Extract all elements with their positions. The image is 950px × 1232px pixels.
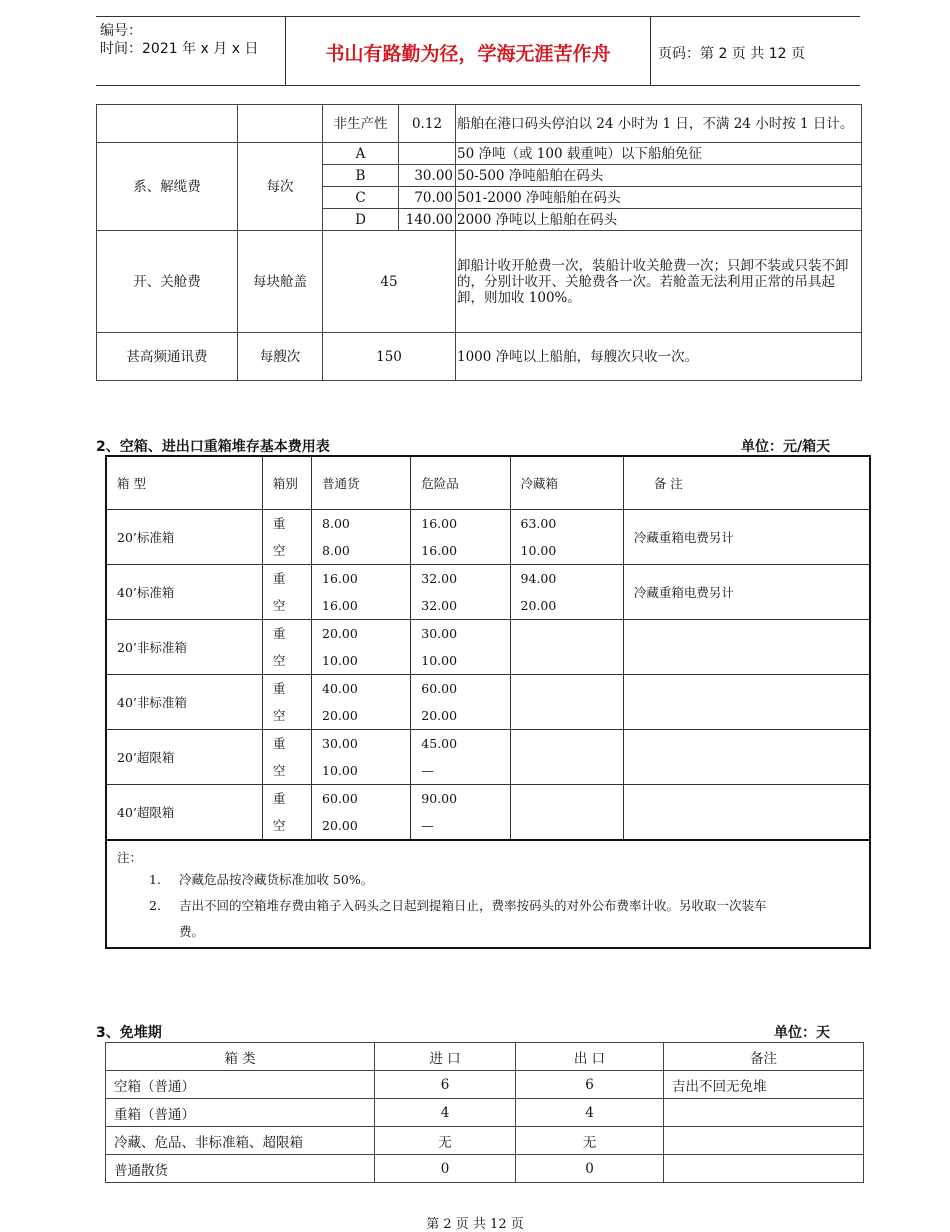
table-row	[106, 1099, 864, 1127]
value-top: 20.00	[322, 626, 358, 641]
note-text: 吉出不回的空箱堆存费由箱子入码头之日起到提箱日止，费率按码头的对外公布费率计收。另收取一次装车	[179, 898, 767, 913]
export-days-cell: 4	[516, 1099, 664, 1127]
fee-item-cell: 甚高频通讯费	[97, 333, 238, 381]
container-category-cell: 普通散货	[106, 1155, 375, 1183]
table-row	[106, 1127, 864, 1155]
dangerous-goods-cell	[411, 565, 510, 620]
table-row	[106, 565, 870, 620]
table-row	[97, 143, 862, 165]
header-page-info: 页码：第 2 页 共 12 页	[658, 46, 805, 62]
storage-fee-table	[105, 455, 871, 949]
port-fee-table	[96, 104, 862, 381]
export-days-cell: 6	[516, 1071, 664, 1099]
column-header: 箱 类	[106, 1043, 375, 1071]
dangerous-goods-cell	[411, 675, 510, 730]
table-header-row	[106, 1043, 864, 1071]
notes-label: 注：	[117, 850, 143, 865]
fee-item-cell: 系、解缆费	[97, 143, 238, 231]
fee-rate-cell: 140.00	[399, 209, 456, 231]
container-type-cell: 20’超限箱	[106, 730, 262, 785]
container-type-cell: 40’标准箱	[106, 565, 262, 620]
value-top: 94.00	[520, 571, 557, 586]
container-kind-cell	[262, 565, 311, 620]
value-top: 32.00	[421, 571, 458, 586]
fee-note-cell: 50 净吨（或 100 载重吨）以下船舶免征	[456, 143, 862, 165]
fee-rate-cell: 150	[323, 333, 456, 381]
note-line	[117, 867, 869, 893]
value-bottom: —	[421, 763, 434, 778]
header-motto: 书山有路勤为径，学海无涯苦作舟	[325, 43, 611, 65]
remark-cell	[623, 620, 870, 675]
value-top: 重	[272, 681, 286, 696]
reefer-cell	[510, 510, 623, 565]
value-bottom: 16.00	[322, 598, 358, 613]
general-cargo-cell	[312, 675, 411, 730]
fee-unit-cell: 每艘次	[238, 333, 323, 381]
section-unit: 单位：元/箱天	[741, 439, 831, 455]
note-number: 1.	[149, 872, 161, 887]
general-cargo-cell	[312, 730, 411, 785]
fee-unit-cell: 每块舱盖	[238, 231, 323, 333]
reefer-cell	[510, 785, 623, 841]
value-bottom: 空	[272, 543, 286, 558]
value-bottom: 8.00	[322, 543, 350, 558]
page-footer: 第 2 页 共 12 页	[426, 1217, 524, 1232]
value-top: 16.00	[421, 516, 458, 531]
value-bottom: 20.00	[421, 708, 458, 723]
remark-cell	[623, 785, 870, 841]
value-top: 16.00	[322, 571, 358, 586]
column-header: 普通货	[312, 456, 411, 510]
value-bottom: 10.00	[322, 653, 358, 668]
value-top: 30.00	[421, 626, 458, 641]
value-bottom: 10.00	[520, 543, 557, 558]
container-kind-cell	[262, 730, 311, 785]
reefer-cell	[510, 675, 623, 730]
dangerous-goods-cell	[411, 785, 510, 841]
value-top: 重	[272, 516, 286, 531]
fee-rate-cell: 45	[323, 231, 456, 333]
fee-rate-cell	[399, 143, 456, 165]
remark-cell: 吉出不回无免堆	[664, 1071, 864, 1099]
table-header-row	[106, 456, 870, 510]
value-top: 重	[272, 791, 286, 806]
value-top: 8.00	[322, 516, 350, 531]
table-row	[106, 675, 870, 730]
column-header: 备注	[664, 1043, 864, 1071]
column-header: 出 口	[516, 1043, 664, 1071]
section-title: 3、免堆期	[96, 1025, 162, 1041]
table-row	[97, 231, 862, 333]
value-bottom: 16.00	[421, 543, 458, 558]
fee-rate-cell: 70.00	[399, 187, 456, 209]
value-top: 63.00	[520, 516, 557, 531]
doc-code-label: 编号：	[100, 23, 142, 39]
general-cargo-cell	[312, 510, 411, 565]
container-kind-cell	[262, 675, 311, 730]
container-type-cell: 40’非标准箱	[106, 675, 262, 730]
notes-cell	[106, 840, 870, 948]
import-days-cell: 无	[375, 1127, 516, 1155]
value-top: 60.00	[421, 681, 458, 696]
table-row	[106, 620, 870, 675]
value-top: 90.00	[421, 791, 458, 806]
value-bottom: 空	[272, 763, 286, 778]
remark-cell	[623, 675, 870, 730]
table-row	[97, 105, 862, 143]
storage-fee-body	[106, 510, 870, 841]
value-bottom: 10.00	[421, 653, 458, 668]
value-bottom: 20.00	[322, 818, 358, 833]
fee-note-cell: 2000 净吨以上船舶在码头	[456, 209, 862, 231]
column-header: 备 注	[623, 456, 870, 510]
value-top: 40.00	[322, 681, 358, 696]
container-kind-cell	[262, 620, 311, 675]
free-storage-table	[105, 1042, 864, 1183]
value-bottom: —	[421, 818, 434, 833]
container-kind-cell	[262, 785, 311, 841]
value-top: 30.00	[322, 736, 358, 751]
fee-grade-cell: A	[323, 143, 399, 165]
note-number: 2.	[149, 898, 161, 913]
general-cargo-cell	[312, 565, 411, 620]
container-category-cell: 空箱（普通）	[106, 1071, 375, 1099]
section-title: 2、空箱、进出口重箱堆存基本费用表	[96, 439, 330, 455]
fee-rate-cell: 30.00	[399, 165, 456, 187]
table-cell	[238, 105, 323, 143]
value-top: 重	[272, 571, 286, 586]
value-bottom: 空	[272, 818, 286, 833]
value-bottom: 空	[272, 653, 286, 668]
table-row	[106, 785, 870, 841]
general-cargo-cell	[312, 620, 411, 675]
remark-cell: 冷藏重箱电费另计	[623, 565, 870, 620]
value-top: 重	[272, 626, 286, 641]
column-header: 冷藏箱	[510, 456, 623, 510]
import-days-cell: 0	[375, 1155, 516, 1183]
fee-note-cell: 1000 净吨以上船舶，每艘次只收一次。	[456, 333, 862, 381]
fee-note-cell: 船舶在港口码头停泊以 24 小时为 1 日，不满 24 小时按 1 日计。	[456, 105, 862, 143]
column-header: 箱 型	[106, 456, 262, 510]
fee-type-cell: 非生产性	[323, 105, 399, 143]
value-bottom: 10.00	[322, 763, 358, 778]
remark-cell	[623, 730, 870, 785]
dangerous-goods-cell	[411, 510, 510, 565]
fee-grade-cell: D	[323, 209, 399, 231]
fee-grade-cell: C	[323, 187, 399, 209]
fee-note-cell: 50-500 净吨船舶在码头	[456, 165, 862, 187]
table-row	[97, 333, 862, 381]
export-days-cell: 无	[516, 1127, 664, 1155]
fee-item-cell: 开、关舱费	[97, 231, 238, 333]
note-continuation: 费。	[179, 924, 205, 939]
fee-note-cell: 501-2000 净吨船舶在码头	[456, 187, 862, 209]
note-text: 冷藏危品按冷藏货标准加收 50%。	[179, 872, 374, 887]
reefer-cell	[510, 620, 623, 675]
header-meta	[100, 22, 258, 58]
value-top: 45.00	[421, 736, 458, 751]
dangerous-goods-cell	[411, 620, 510, 675]
table-row	[106, 1071, 864, 1099]
value-bottom: 20.00	[520, 598, 557, 613]
reefer-cell	[510, 565, 623, 620]
container-type-cell: 40’超限箱	[106, 785, 262, 841]
header-divider	[650, 17, 651, 85]
container-category-cell: 冷藏、危品、非标准箱、超限箱	[106, 1127, 375, 1155]
notes-row	[106, 840, 870, 948]
free-storage-body	[106, 1071, 864, 1183]
value-bottom: 空	[272, 708, 286, 723]
import-days-cell: 6	[375, 1071, 516, 1099]
container-kind-cell	[262, 510, 311, 565]
export-days-cell: 0	[516, 1155, 664, 1183]
value-top: 60.00	[322, 791, 358, 806]
dangerous-goods-cell	[411, 730, 510, 785]
fee-note-cell: 卸船计收开舱费一次，装船计收关舱费一次；只卸不装或只装不卸的，分别计收开、关舱费各一次。若舱盖无法利用正常的吊具起卸，则加收 100%。	[456, 231, 862, 333]
table-row	[106, 510, 870, 565]
general-cargo-cell	[312, 785, 411, 841]
remark-cell	[664, 1155, 864, 1183]
table-cell	[97, 105, 238, 143]
reefer-cell	[510, 730, 623, 785]
note-line	[117, 893, 869, 919]
fee-grade-cell: B	[323, 165, 399, 187]
doc-time-label: 时间：2021 年 x 月 x 日	[100, 41, 259, 57]
table-row	[106, 1155, 864, 1183]
container-category-cell: 重箱（普通）	[106, 1099, 375, 1127]
container-type-cell: 20’标准箱	[106, 510, 262, 565]
import-days-cell: 4	[375, 1099, 516, 1127]
value-bottom: 空	[272, 598, 286, 613]
value-bottom: 20.00	[322, 708, 358, 723]
table-row	[106, 730, 870, 785]
value-bottom: 32.00	[421, 598, 458, 613]
column-header: 进 口	[375, 1043, 516, 1071]
container-type-cell: 20’非标准箱	[106, 620, 262, 675]
remark-cell	[664, 1127, 864, 1155]
page-header	[96, 16, 860, 86]
column-header: 箱别	[262, 456, 311, 510]
fee-rate-cell: 0.12	[399, 105, 456, 143]
section-unit: 单位：天	[774, 1025, 830, 1041]
fee-unit-cell: 每次	[238, 143, 323, 231]
remark-cell: 冷藏重箱电费另计	[623, 510, 870, 565]
remark-cell	[664, 1099, 864, 1127]
column-header: 危险品	[411, 456, 510, 510]
value-top: 重	[272, 736, 286, 751]
